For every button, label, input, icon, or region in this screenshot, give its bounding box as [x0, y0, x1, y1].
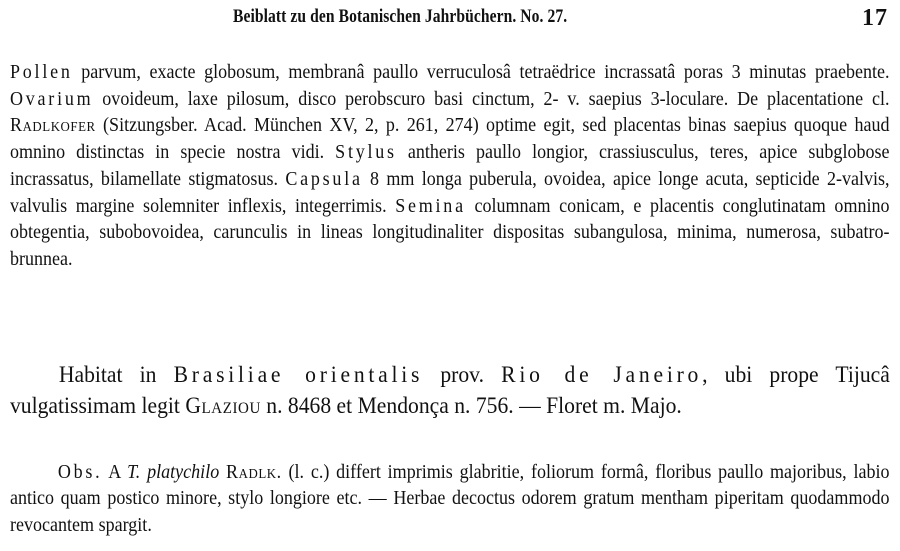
- capsula-text: 8 mm longa puberula, ovoidea, apice longe acuta, septicide 2-valvis, valvulis margine solemniter inflexis, integerrimis.: [10, 168, 890, 217]
- obs-text-2: [219, 462, 226, 483]
- running-head: Beiblatt zu den Botanischen Jahrbüchern. No. 27.: [233, 6, 568, 27]
- author-radlk: Radlk.: [226, 462, 282, 483]
- habitat-text-1: Habitat in: [58, 362, 174, 387]
- obs-label: Obs.: [57, 462, 103, 483]
- term-stylus: Stylus: [335, 142, 397, 164]
- term-ovarium: Ovarium: [10, 88, 94, 110]
- description-paragraph: [10, 60, 890, 274]
- habitat-text-3: , ubi prope Tijucâ vulgatissimam legit: [10, 362, 890, 418]
- placentation-text: (Sitzungsber. Acad. München XV, 2, p. 261, 274) optime egit, sed placentas binas saepius quoque haud omnino distinctas in specie nostra vidi.: [10, 115, 890, 164]
- observation-paragraph: [10, 460, 890, 539]
- habitat-text-2: prov.: [423, 362, 502, 387]
- pollen-text: parvum, exacte globosum, membranâ paullo verruculosâ tetraëdrice incrassatâ poras 3 minutas praebente.: [72, 62, 890, 83]
- collector-glaziou: Glaziou: [185, 393, 261, 418]
- author-radlkofer: Radlkofer: [10, 115, 96, 137]
- term-semina: Semina: [395, 195, 466, 217]
- semina-text: columnam conicam, e placentis conglutinatam omnino obtegentia, subobovoidea, carunculis in lineas longitudinaliter dispositas subangulosa, minima, numerosa, subatro-brunnea.: [10, 195, 890, 270]
- obs-text-1: A: [102, 462, 128, 483]
- page-number: 17: [862, 5, 888, 31]
- habitat-text-4: n. 8468 et Mendonça n. 756. — Floret m. Majo.: [260, 393, 682, 418]
- habitat-region: Brasiliae orientalis: [173, 362, 424, 387]
- ovarium-text: ovoideum, laxe pilosum, disco perobscuro basi cinctum, 2- v. saepius 3-loculare. De placentatione cl.: [93, 88, 890, 110]
- stylus-text: antheris paullo longior, crassiusculus, teres, apice subglobose incrassatus, bilamellate stigmatosus.: [10, 142, 890, 190]
- term-capsula: Capsula: [285, 168, 363, 190]
- obs-text-3: (l. c.) differt imprimis glabritie, foliorum formâ, floribus paullo majoribus, labio antico quam postico minore, stylo longiore etc. — Herbae decoctus odorem gratum mentham piperitam quodammodo revocantem spargit.: [10, 462, 890, 536]
- habitat-paragraph: [10, 359, 890, 421]
- species-name: T. platychilo: [127, 462, 220, 483]
- page-header: [0, 6, 900, 32]
- habitat-province: Rio de Janeiro: [501, 362, 703, 387]
- term-pollen: Pollen: [10, 62, 73, 83]
